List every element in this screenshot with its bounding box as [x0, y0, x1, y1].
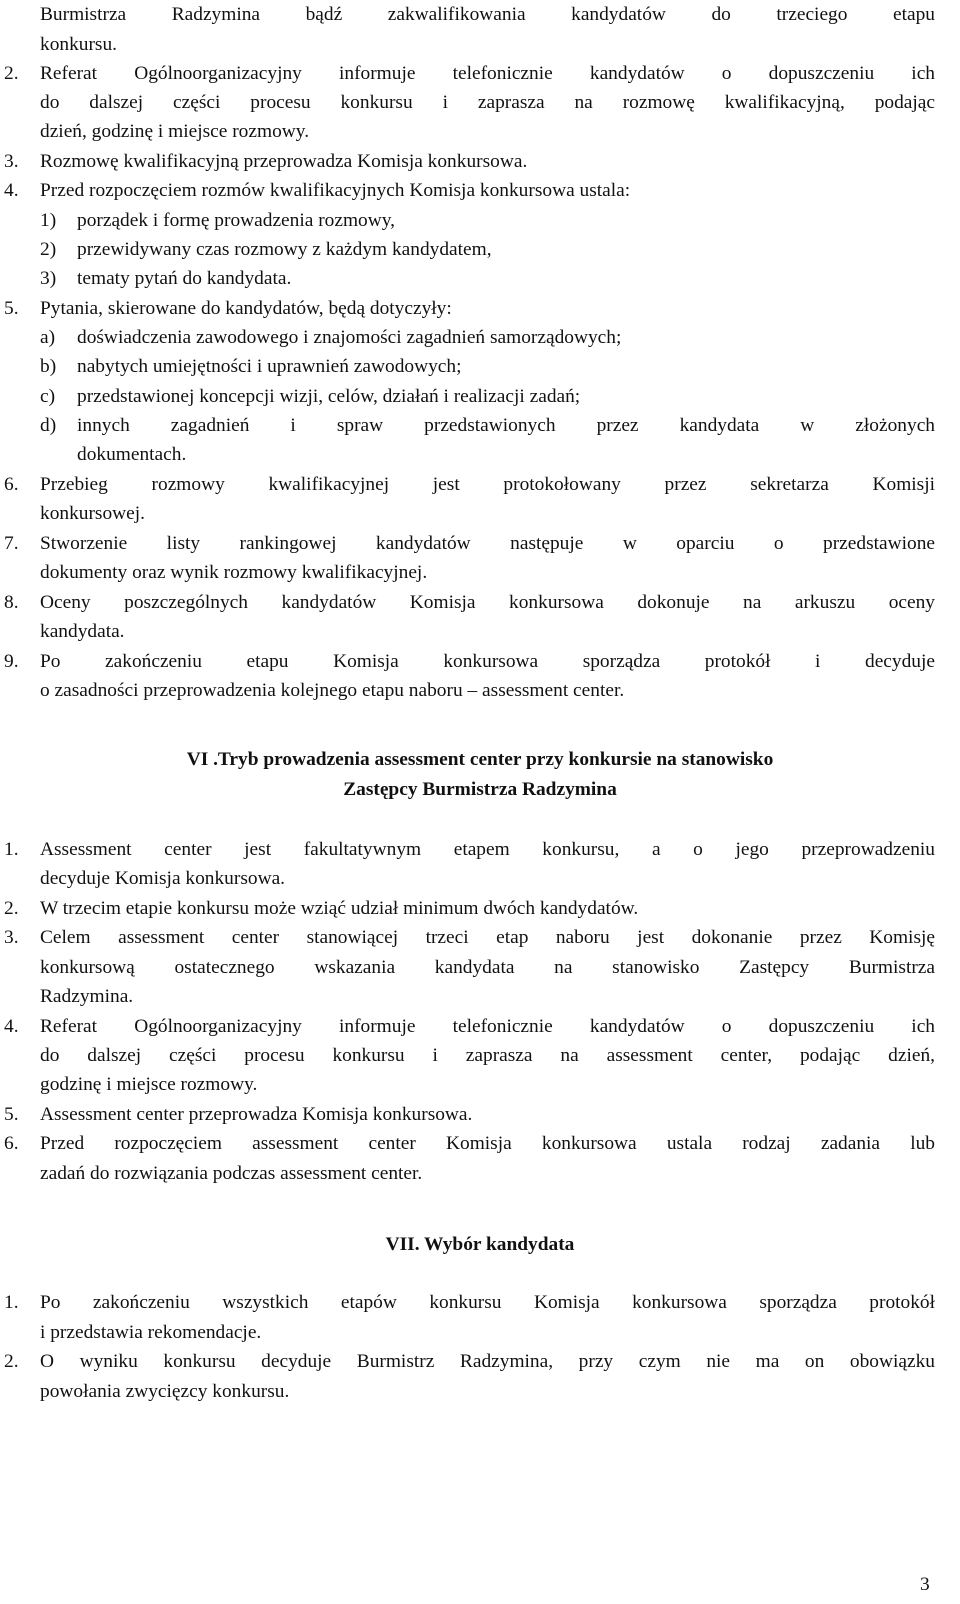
- list-item-line: godzinę i miejsce rozmowy.: [40, 1074, 258, 1095]
- sub-number: d): [40, 415, 57, 436]
- section-heading: VI .Tryb prowadzenia assessment center przy konkursie na stanowisko: [186, 749, 774, 770]
- list-number: 1.: [4, 839, 19, 860]
- list-item-line: Przed rozpoczęciem rozmów kwalifikacyjnych Komisja konkursowa ustala:: [40, 180, 631, 201]
- list-number: 2.: [4, 898, 19, 919]
- list-number: 4.: [4, 1016, 19, 1037]
- list-item-line: i przedstawia rekomendacje.: [40, 1322, 262, 1343]
- list-item-line: O wyniku konkursu decyduje Burmistrz Radzymina, przy czym nie ma on obowiązku: [40, 1351, 935, 1372]
- sub-number: 1): [40, 210, 57, 231]
- list-item-line: konkursowej.: [40, 503, 146, 524]
- intro-line: konkursu.: [40, 34, 118, 55]
- list-item-line: do dalszej części procesu konkursu i zaprasza na rozmowę kwalifikacyjną, podając: [40, 92, 935, 113]
- sub-item: innych zagadnień i spraw przedstawionych przez kandydata w złożonych: [77, 415, 935, 436]
- list-item-line: decyduje Komisja konkursowa.: [40, 868, 286, 889]
- list-number: 6.: [4, 474, 19, 495]
- list-item-line: Referat Ogólnoorganizacyjny informuje telefonicznie kandydatów o dopuszczeniu ich: [40, 1016, 935, 1037]
- sub-number: 3): [40, 268, 57, 289]
- list-item-line: Rozmowę kwalifikacyjną przeprowadza Komisja konkursowa.: [40, 151, 528, 172]
- list-item-line: o zasadności przeprowadzenia kolejnego etapu naboru – assessment center.: [40, 680, 625, 701]
- list-item-line: kandydata.: [40, 621, 125, 642]
- list-item-line: Po zakończeniu etapu Komisja konkursowa sporządza protokół i decyduje: [40, 651, 935, 672]
- list-number: 9.: [4, 651, 19, 672]
- sub-item: porządek i formę prowadzenia rozmowy,: [77, 210, 396, 231]
- sub-number: c): [40, 386, 56, 407]
- list-item-line: Radzymina.: [40, 986, 134, 1007]
- list-number: 5.: [4, 298, 19, 319]
- section-heading: Zastępcy Burmistrza Radzymina: [343, 779, 617, 800]
- sub-item: tematy pytań do kandydata.: [77, 268, 292, 289]
- list-number: 1.: [4, 1292, 19, 1313]
- sub-item: przewidywany czas rozmowy z każdym kandydatem,: [77, 239, 492, 260]
- intro-line: Burmistrza Radzymina bądź zakwalifikowania kandydatów do trzeciego etapu: [40, 4, 935, 25]
- list-item-line: W trzecim etapie konkursu może wziąć udział minimum dwóch kandydatów.: [40, 898, 639, 919]
- sub-number: a): [40, 327, 56, 348]
- list-item-line: Celem assessment center stanowiącej trzeci etap naboru jest dokonanie przez Komisję: [40, 927, 935, 948]
- sub-item: doświadczenia zawodowego i znajomości zagadnień samorządowych;: [77, 327, 622, 348]
- list-item-line: powołania zwycięzcy konkursu.: [40, 1381, 290, 1402]
- list-item-line: Assessment center przeprowadza Komisja konkursowa.: [40, 1104, 473, 1125]
- list-item-line: Pytania, skierowane do kandydatów, będą dotyczyły:: [40, 298, 452, 319]
- list-number: 5.: [4, 1104, 19, 1125]
- list-item-line: dokumenty oraz wynik rozmowy kwalifikacyjnej.: [40, 562, 428, 583]
- sub-number: b): [40, 356, 57, 377]
- list-item-line: Assessment center jest fakultatywnym etapem konkursu, a o jego przeprowadzeniu: [40, 839, 935, 860]
- list-item-line: konkursową ostatecznego wskazania kandydata na stanowisko Zastępcy Burmistrza: [40, 957, 935, 978]
- list-number: 3.: [4, 927, 19, 948]
- page-number: 3: [920, 1574, 930, 1595]
- list-number: 2.: [4, 63, 19, 84]
- list-number: 8.: [4, 592, 19, 613]
- list-number: 6.: [4, 1133, 19, 1154]
- list-item-line: dzień, godzinę i miejsce rozmowy.: [40, 121, 310, 142]
- sub-item: przedstawionej koncepcji wizji, celów, działań i realizacji zadań;: [77, 386, 581, 407]
- list-number: 2.: [4, 1351, 19, 1372]
- list-item-line: zadań do rozwiązania podczas assessment center.: [40, 1163, 423, 1184]
- sub-item: dokumentach.: [77, 444, 187, 465]
- list-item-line: Oceny poszczególnych kandydatów Komisja konkursowa dokonuje na arkuszu oceny: [40, 592, 935, 613]
- list-item-line: Referat Ogólnoorganizacyjny informuje telefonicznie kandydatów o dopuszczeniu ich: [40, 63, 935, 84]
- list-item-line: Przebieg rozmowy kwalifikacyjnej jest protokołowany przez sekretarza Komisji: [40, 474, 935, 495]
- list-number: 7.: [4, 533, 19, 554]
- sub-item: nabytych umiejętności i uprawnień zawodowych;: [77, 356, 462, 377]
- section-heading: VII. Wybór kandydata: [385, 1234, 575, 1255]
- list-number: 3.: [4, 151, 19, 172]
- list-item-line: Stworzenie listy rankingowej kandydatów następuje w oparciu o przedstawione: [40, 533, 935, 554]
- list-number: 4.: [4, 180, 19, 201]
- list-item-line: do dalszej części procesu konkursu i zaprasza na assessment center, podając dzień,: [40, 1045, 935, 1066]
- sub-number: 2): [40, 239, 57, 260]
- list-item-line: Po zakończeniu wszystkich etapów konkursu Komisja konkursowa sporządza protokół: [40, 1292, 935, 1313]
- list-item-line: Przed rozpoczęciem assessment center Komisja konkursowa ustala rodzaj zadania lub: [40, 1133, 935, 1154]
